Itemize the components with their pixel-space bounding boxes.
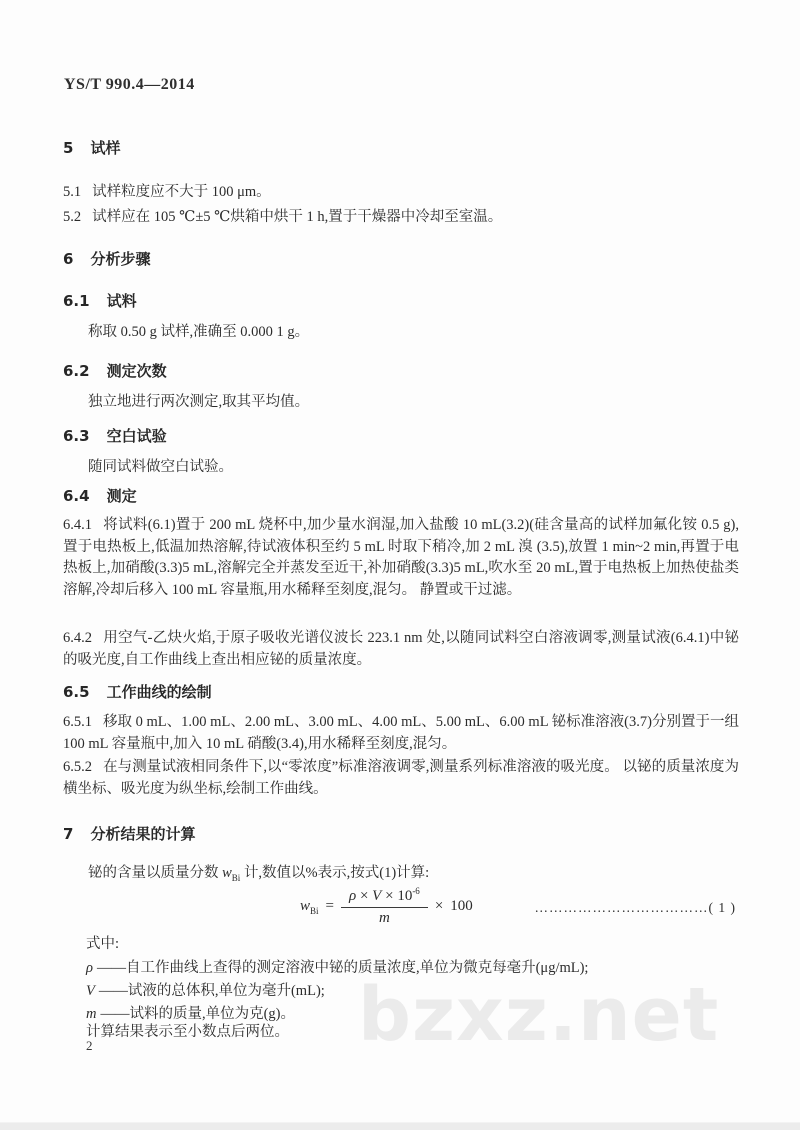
m-symbol: m: [86, 1006, 97, 1022]
scan-bottom-edge: [0, 1122, 800, 1130]
variable-v: [86, 979, 739, 1000]
para-6-1-body: 称取 0.50 g 试样,准确至 0.000 1 g。: [88, 324, 310, 340]
heading-6-3: [63, 425, 167, 446]
para-6-5-2-number: 6.5.2: [63, 759, 92, 775]
para-7-intro-post: 计,数值以%表示,按式(1)计算:: [240, 865, 430, 881]
para-7-intro-pre: 铋的含量以质量分数: [88, 865, 223, 881]
where-label: 式中:: [86, 936, 120, 952]
watermark-text: bzxz.net: [358, 972, 720, 1058]
heading-6-title: 分析步骤: [90, 250, 151, 268]
formula-expression: [300, 886, 473, 927]
equation-number-label: ( 1 ): [708, 900, 736, 915]
mass-fraction-subscript: Bi: [231, 872, 241, 883]
heading-6-1-title: 试料: [106, 292, 137, 310]
rho-description: 自工作曲线上查得的测定溶液中铋的质量浓度,单位为微克每毫升(μg/mL);: [125, 960, 589, 976]
para-7-intro: [88, 861, 739, 883]
para-5-2-number: 5.2: [63, 209, 82, 225]
heading-6-2-title: 测定次数: [106, 362, 167, 380]
para-6-2-body: 独立地进行两次测定,取其平均值。: [88, 394, 310, 410]
para-6-3-body: 随同试料做空白试验。: [88, 459, 233, 475]
para-6-4-2: [63, 628, 739, 671]
para-6-4-1-number: 6.4.1: [63, 517, 92, 533]
heading-5-title: 试样: [90, 139, 121, 157]
v-description: 试液的总体积,单位为毫升(mL);: [127, 983, 325, 999]
para-6-5-1: [63, 712, 739, 755]
heading-5: [63, 137, 120, 158]
m-description: 试料的质量,单位为克(g)。: [129, 1006, 296, 1022]
heading-6: [63, 248, 150, 269]
heading-6-3-number: 6.3: [63, 427, 90, 445]
heading-6-5: [63, 681, 212, 702]
formula-equation-number: [535, 900, 737, 916]
rho-dash: ——: [96, 960, 126, 976]
document-header-standard-number: YS/T 990.4—2014: [64, 76, 195, 93]
heading-6-number: 6: [63, 250, 74, 268]
para-5-1-number: 5.1: [63, 184, 82, 200]
heading-5-number: 5: [63, 139, 74, 157]
v-symbol: V: [86, 983, 95, 999]
para-6-5-1-text: 移取 0 mL、1.00 mL、2.00 mL、3.00 mL、4.00 mL、5.00 mL、6.00 mL 铋标准溶液(3.7)分别置于一组 100 mL 容量瓶中,加入 10 mL 硝酸(3.4),用水稀释至刻度,混匀。: [63, 714, 739, 752]
heading-6-3-title: 空白试验: [106, 427, 167, 445]
heading-6-4: [63, 485, 137, 506]
para-5-1-text: 试样粒度应不大于 100 μm。: [92, 184, 271, 200]
para-5-2: [63, 205, 739, 226]
heading-7-number: 7: [63, 825, 74, 843]
heading-6-4-number: 6.4: [63, 487, 90, 505]
equals-sign: =: [325, 898, 334, 914]
dot-leader: ………………………………: [534, 900, 709, 915]
variable-rho: [86, 956, 739, 977]
closing-statement: 计算结果表示至小数点后两位。: [86, 1024, 289, 1040]
heading-6-5-number: 6.5: [63, 683, 90, 701]
para-6-4-1-text: 将试料(6.1)置于 200 mL 烧杯中,加少量水润湿,加入盐酸 10 mL(3.2)(硅含量高的试样加氟化铵 0.5 g),置于电热板上,低温加热溶解,待试液体积至约 5 mL 时取下稍冷,加 2 mL 溴 (3.5),放置 1 min~2 min,再置于电热板上,加硝酸(3.3)5 mL,溶解完全并蒸发至近干,补加硝酸(3.3)5 mL,吹水至 20 mL,置于电热板上加热使盐类溶解,冷却后移入 100 mL 容量瓶,用水稀释至刻度,混匀。 静置或干过滤。: [63, 517, 739, 598]
factor-100: 100: [450, 898, 473, 914]
multiply-sign: ×: [434, 898, 444, 914]
m-dash: ——: [100, 1006, 130, 1022]
heading-6-1: [63, 290, 137, 311]
para-5-2-text: 试样应在 105 ℃±5 ℃烘箱中烘干 1 h,置于干燥器中冷却至室温。: [92, 209, 503, 225]
para-6-5-1-number: 6.5.1: [63, 714, 92, 730]
para-6-4-2-text: 用空气-乙炔火焰,于原子吸收光谱仪波长 223.1 nm 处,以随同试料空白溶液调零,测量试液(6.4.1)中铋的吸光度,自工作曲线上查出相应铋的质量浓度。: [63, 630, 739, 668]
v-dash: ——: [98, 983, 128, 999]
heading-7-title: 分析结果的计算: [90, 825, 196, 843]
heading-6-2-number: 6.2: [63, 362, 90, 380]
heading-6-1-number: 6.1: [63, 292, 90, 310]
heading-6-2: [63, 360, 167, 381]
formula-numerator: $\rho \times V \times 10^{-6}$: [341, 886, 428, 908]
page-number: 2: [86, 1038, 93, 1053]
para-5-1: [63, 180, 739, 201]
formula-denominator: m: [378, 910, 390, 926]
formula-lhs: $w_{Bi}$: [300, 897, 319, 916]
para-6-4-1: [63, 515, 739, 601]
formula-fraction: [341, 886, 428, 927]
para-6-4-2-number: 6.4.2: [63, 630, 92, 646]
para-6-5-2: [63, 757, 739, 800]
para-6-5-2-text: 在与测量试液相同条件下,以“零浓度”标准溶液调零,测量系列标准溶液的吸光度。 以铋的质量浓度为横坐标、吸光度为纵坐标,绘制工作曲线。: [63, 759, 739, 797]
heading-6-4-title: 测定: [106, 487, 137, 505]
rho-symbol: ρ: [86, 960, 93, 976]
mass-fraction-symbol: w: [222, 865, 232, 881]
heading-7: [63, 823, 195, 844]
heading-6-5-title: 工作曲线的绘制: [106, 683, 212, 701]
